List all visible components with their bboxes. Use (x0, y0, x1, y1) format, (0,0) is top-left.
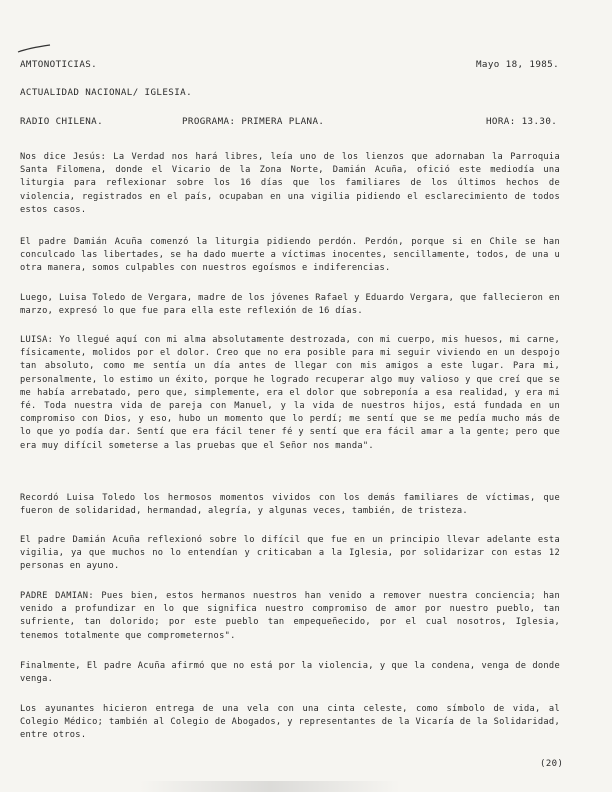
bleed-through-smudge (140, 781, 400, 792)
paragraph: Nos dice Jesús: La Verdad nos hará libres, leía uno de los lienzos que adornaban la Parroquia Santa Filomena, donde el Vicario de la Zona Norte, Damián Acuña, ofició este mediodía una liturgia para reflexionar sobre los 16 días que los familiares de los últimos hechos de violencia, registrados en el país, ocupaban en una vigilia pidiendo el esclarecimiento de todos estos casos. (20, 152, 560, 215)
paragraph: El padre Damián Acuña comenzó la liturgia pidiendo perdón. Perdón, porque si en Chile se han conculcado las libertades, se ha dado muerte a víctimas inocentes, sencillamente, todos, de una u otra manera, somos culpables con nuestros egoísmos e indiferencias. (20, 237, 560, 274)
paragraph: El padre Damián Acuña reflexionó sobre lo difícil que fue en un principio llevar adelante esta vigilia, ya que muchos no lo entendían y criticaban a la Iglesia, por solidarizar con estas 12 personas en ayuno. (20, 535, 560, 572)
broadcast-time: HORA: 13.30. (486, 116, 558, 127)
handwritten-pen-mark (16, 44, 52, 54)
agency-name: AMTONOTICIAS. (20, 59, 98, 70)
paragraph: Recordó Luisa Toledo los hermosos momentos vividos con los demás familiares de víctimas, que fueron de solidaridad, hermandad, alegría, y algunas veces, también, de tristeza. (20, 493, 560, 517)
program-name: PROGRAMA: PRIMERA PLANA. (182, 116, 325, 127)
paragraph: Los ayunantes hicieron entrega de una vela con una cinta celeste, como símbolo de vida, al Colegio Médico; también al Colegio de Abogados, y representantes de la Vicaría de la Solidaridad, entre otros. (20, 704, 560, 741)
paragraph: Luego, Luisa Toledo de Vergara, madre de los jóvenes Rafael y Eduardo Vergara, que fallecieron en marzo, expresó lo que fue para ella este reflexión de 16 días. (20, 293, 560, 317)
paragraph: Finalmente, El padre Acuña afirmó que no está por la violencia, y que la condena, venga de donde venga. (20, 661, 560, 685)
quote-paragraph: LUISA: Yo llegué aquí con mi alma absolutamente destrozada, con mi cuerpo, mis huesos, mi carne, físicamente, molidos por el dolor. Creo que no era posible para mi seguir viviendo en un despojo tan absoluto, como me sentía un día antes de llegar con mis amigos a este lugar. Para mi, personalmente, lo estimo un éxito, porque he logrado recuperar algo muy valioso y que creí que se me había arrebatado, pero que, simplemente, era el dolor que sobreponía a esa realidad, y era mi fé. Toda nuestra vida de pareja con Manuel, y la vida de nuestros hijos, está fundada en un compromiso con Dios, y eso, hubo un momento que lo perdí; me sentí que se me pedía mucho más de lo que yo podía dar. Sentí que era fácil tener fé y sentí que era fácil amar a la gente; pero que era muy difícil someterse a las pruebas que el Señor nos manda". (20, 335, 560, 451)
radio-station: RADIO CHILENA. (20, 116, 104, 127)
section-label: ACTUALIDAD NACIONAL/ IGLESIA. (20, 87, 193, 98)
quote-paragraph: PADRE DAMIAN: Pues bien, estos hermanos nuestros han venido a remover nuestra conciencia; han venido a profundizar en lo que significa nuestro compromiso de amor por nuestro pueblo, tan sufriente, tan dolorido; por este pueblo tan empequeñecido, por el cual nosotros, Iglesia, tenemos totalmente que comprometernos". (20, 591, 560, 641)
page-number: (20) (540, 759, 564, 769)
document-date: Mayo 18, 1985. (476, 59, 560, 70)
